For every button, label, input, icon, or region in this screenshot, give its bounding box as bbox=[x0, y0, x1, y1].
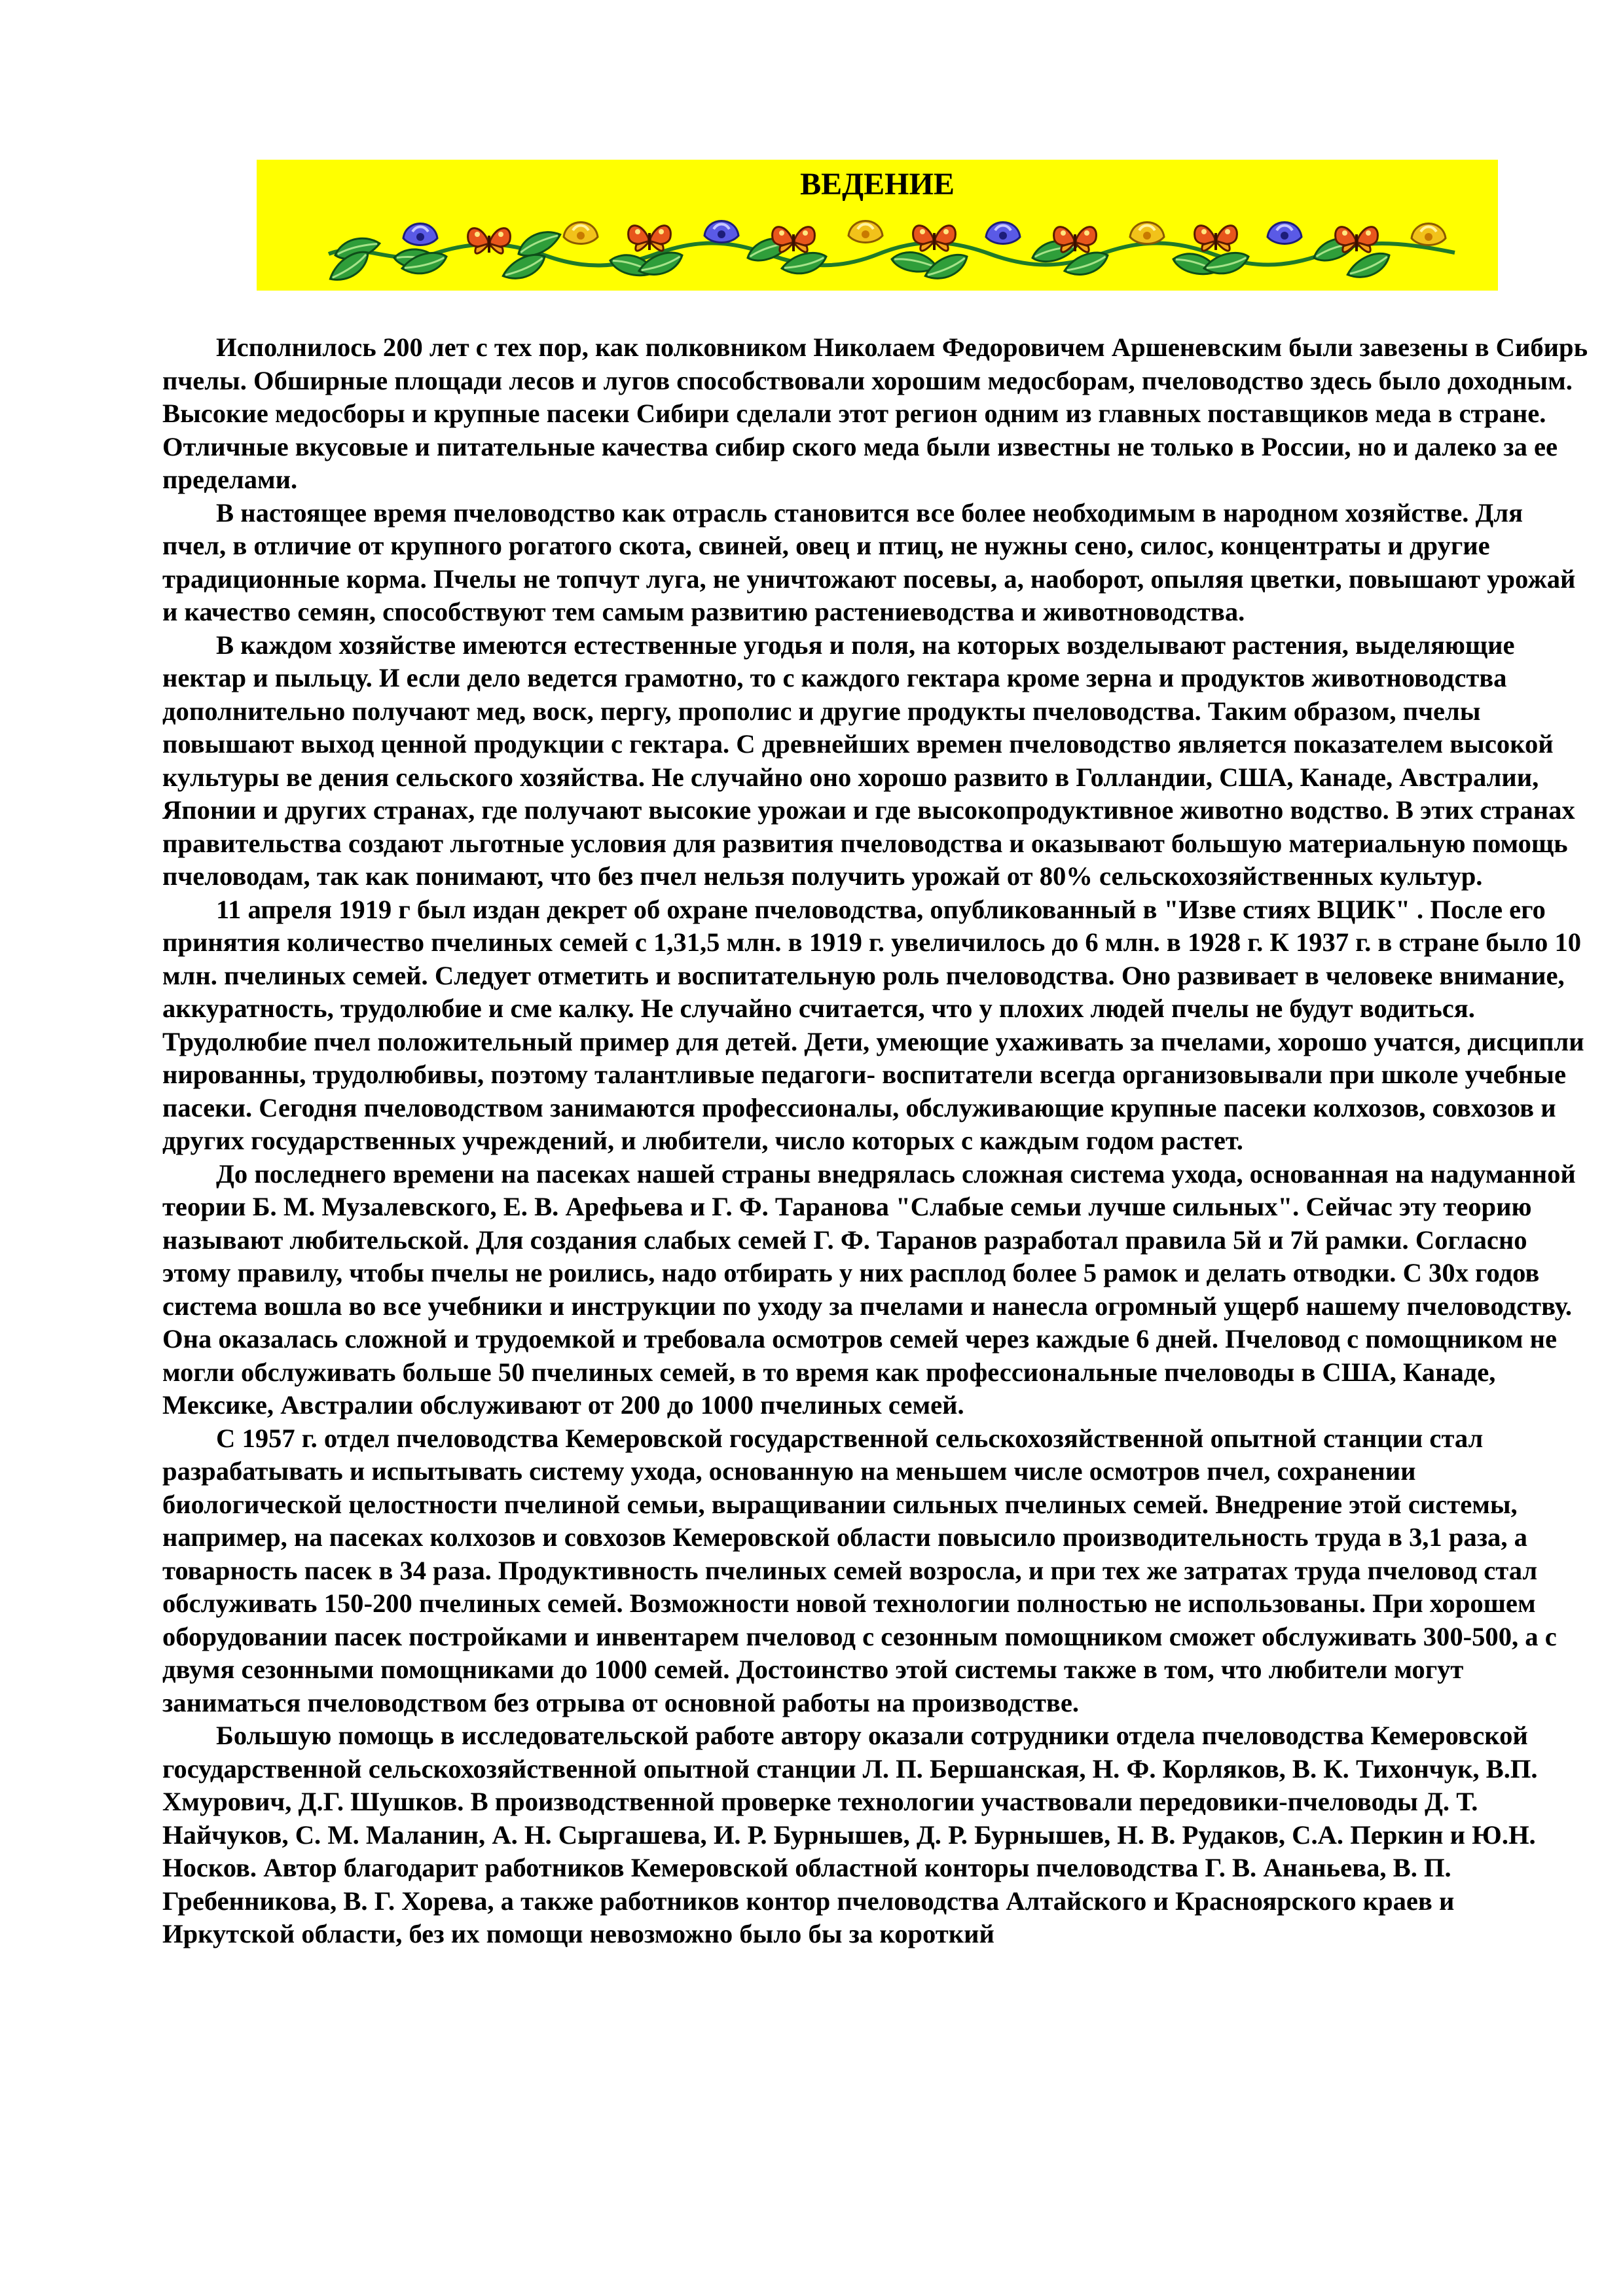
page-title: ВЕДЕНИЕ bbox=[800, 167, 955, 202]
paragraph-2: В настоящее время пчеловодство как отрасль становится все более необходимым в народном хозяйстве. Для пчел, в отличие от крупного рогатого скота, свиней, овец и птиц, не нужны сено, силос, концентраты и другие традиционные корма. Пчелы не топчут луга, не уничтожают посевы, а, наоборот, опыляя цветки, повышают урожай и качество семян, способствуют тем самым развитию растениеводства и животноводства. bbox=[162, 497, 1576, 626]
paragraph-5: До последнего времени на пасеках нашей страны внедрялась сложная система ухода, основанная на надуманной теории Б. М. Музалевского, Е. В. Арефьева и Г. Ф. Таранова "Слабые семьи лучше сильных". Сейчас эту теорию называют любительской. Для создания слабых семей Г. Ф. Таранов разработал правила 5й и 7й рамки. Согласно этому правилу, чтобы пчелы не роились, надо отбирать у них расплод более 5 рамок и делать отводки. С 30х годов система вошла во все учебники и инструкции по уходу за пчелами и нанесла огромный ущерб нашему пчеловодству. Она оказалась сложной и трудоемкой и требовала осмотров семей через каждые 6 дней. Пчеловод с помощником не могли обслуживать больше 50 пчелиных семей, в то время как профессиональные пчеловоды в США, Канаде, Мексике, Австралии обслуживают от 200 до 1000 пчелиных семей. bbox=[162, 1158, 1576, 1420]
document-body bbox=[162, 331, 1592, 1951]
paragraph-3: В каждом хозяйстве имеются естественные угодья и поля, на которых возделывают растения, выделяющие нектар и пыльцу. И если дело ведется грамотно, то с каждого гектара кроме зерна и продуктов животноводства дополнительно получают мед, воск, пергу, прополис и другие продукты пчеловодства. Таким образом, пчелы повышают выход ценной продукции с гектара. С древнейших времен пчеловодство является показателем высокой культуры ве дения сельского хозяйства. Не случайно оно хорошо развито в Голландии, США, Канаде, Австралии, Японии и других странах, где получают высокие урожаи и где высокопродуктивное животно водство. В этих странах правительства создают льготные условия для развития пчеловодства и оказывают большую материальную помощь пчеловодам, так как понимают, что без пчел нельзя получить урожай от 80% сельскохозяйственных культур. bbox=[162, 630, 1575, 891]
flower-garland-decoration bbox=[322, 202, 1461, 287]
paragraph-4: 11 апреля 1919 г был издан декрет об охране пчеловодства, опубликованный в "Изве стиях ВЦИК" . После его принятия количество пчелиных семей с 1,31,5 млн. в 1919 г. увеличилось до 6 млн. в 1928 г. К 1937 г. в стране было 10 млн. пчелиных семей. Следует отметить и воспитательную роль пчеловодства. Оно развивает в человеке внимание, аккуратность, трудолюбие и сме калку. Не случайно считается, что у плохих людей пчелы не будут водиться. Трудолюбие пчел положительный пример для детей. Дети, умеющие ухаживать за пчелами, хорошо учатся, дисципли нированны, трудолюбивы, поэтому талантливые педагоги- воспитатели всегда организовывали при школе учебные пасеки. Сегодня пчеловодством занимаются профессионалы, обслуживающие крупные пасеки колхозов, совхозов и других государственных учреждений, и любители, число которых с каждым годом растет. bbox=[162, 894, 1584, 1155]
paragraph-1: Исполнилось 200 лет с тех пор, как полковником Николаем Федоровичем Аршеневским были завезены в Сибирь пчелы. Обширные площади лесов и лугов способствовали хорошим медосборам, пчеловодство здесь было доходным. Высокие медосборы и крупные пасеки Сибири сделали этот регион одним из главных поставщиков меда в стране. Отличные вкусовые и питательные качества сибир ского меда были известны не только в России, но и далеко за ее пределами. bbox=[162, 332, 1588, 494]
title-banner bbox=[257, 160, 1498, 291]
paragraph-7: Большую помощь в исследовательской работе автору оказали сотрудники отдела пчеловодства Кемеровской государственной сельскохозяйственной опытной станции Л. П. Бершанская, Н. Ф. Корляков, В. К. Тихончук, В.П. Хмурович, Д.Г. Шушков. В производственной проверке технологии участвовали передовики-пчеловоды Д. Т. Найчуков, С. М. Маланин, А. Н. Сыргашева, И. Р. Бурнышев, Д. Р. Бурнышев, Н. В. Рудаков, С.А. Перкин и Ю.Н. Носков. Автор благодарит работников Кемеровской областной конторы пчеловодства Г. В. Ананьева, В. П. Гребенникова, В. Г. Хорева, а также работников контор пчеловодства Алтайского и Красноярского краев и Иркутской области, без их помощи невозможно было бы за короткий bbox=[162, 1721, 1538, 1948]
paragraph-6: С 1957 г. отдел пчеловодства Кемеровской государственной сельскохозяйственной опытной станции стал разрабатывать и испытывать систему ухода, основанную на меньшем числе осмотров пчел, сохранении биологической целостности пчелиной семьи, выращивании сильных пчелиных семей. Внедрение этой системы, например, на пасеках колхозов и совхозов Кемеровской области повысило производительность труда в 3,1 раза, а товарность пасек в 34 раза. Продуктивность пчелиных семей возросла, и при тех же затратах труда пчеловод стал обслуживать 150-200 пчелиных семей. Возможности новой технологии полностью не использованы. При хорошем оборудовании пасек постройками и инвентарем пчеловод с сезонным помощником сможет обслуживать 300-500, а с двумя сезонными помощниками до 1000 семей. Достоинство этой системы также в том, что любители могут заниматься пчеловодством без отрыва от основной работы на производстве. bbox=[162, 1423, 1557, 1717]
